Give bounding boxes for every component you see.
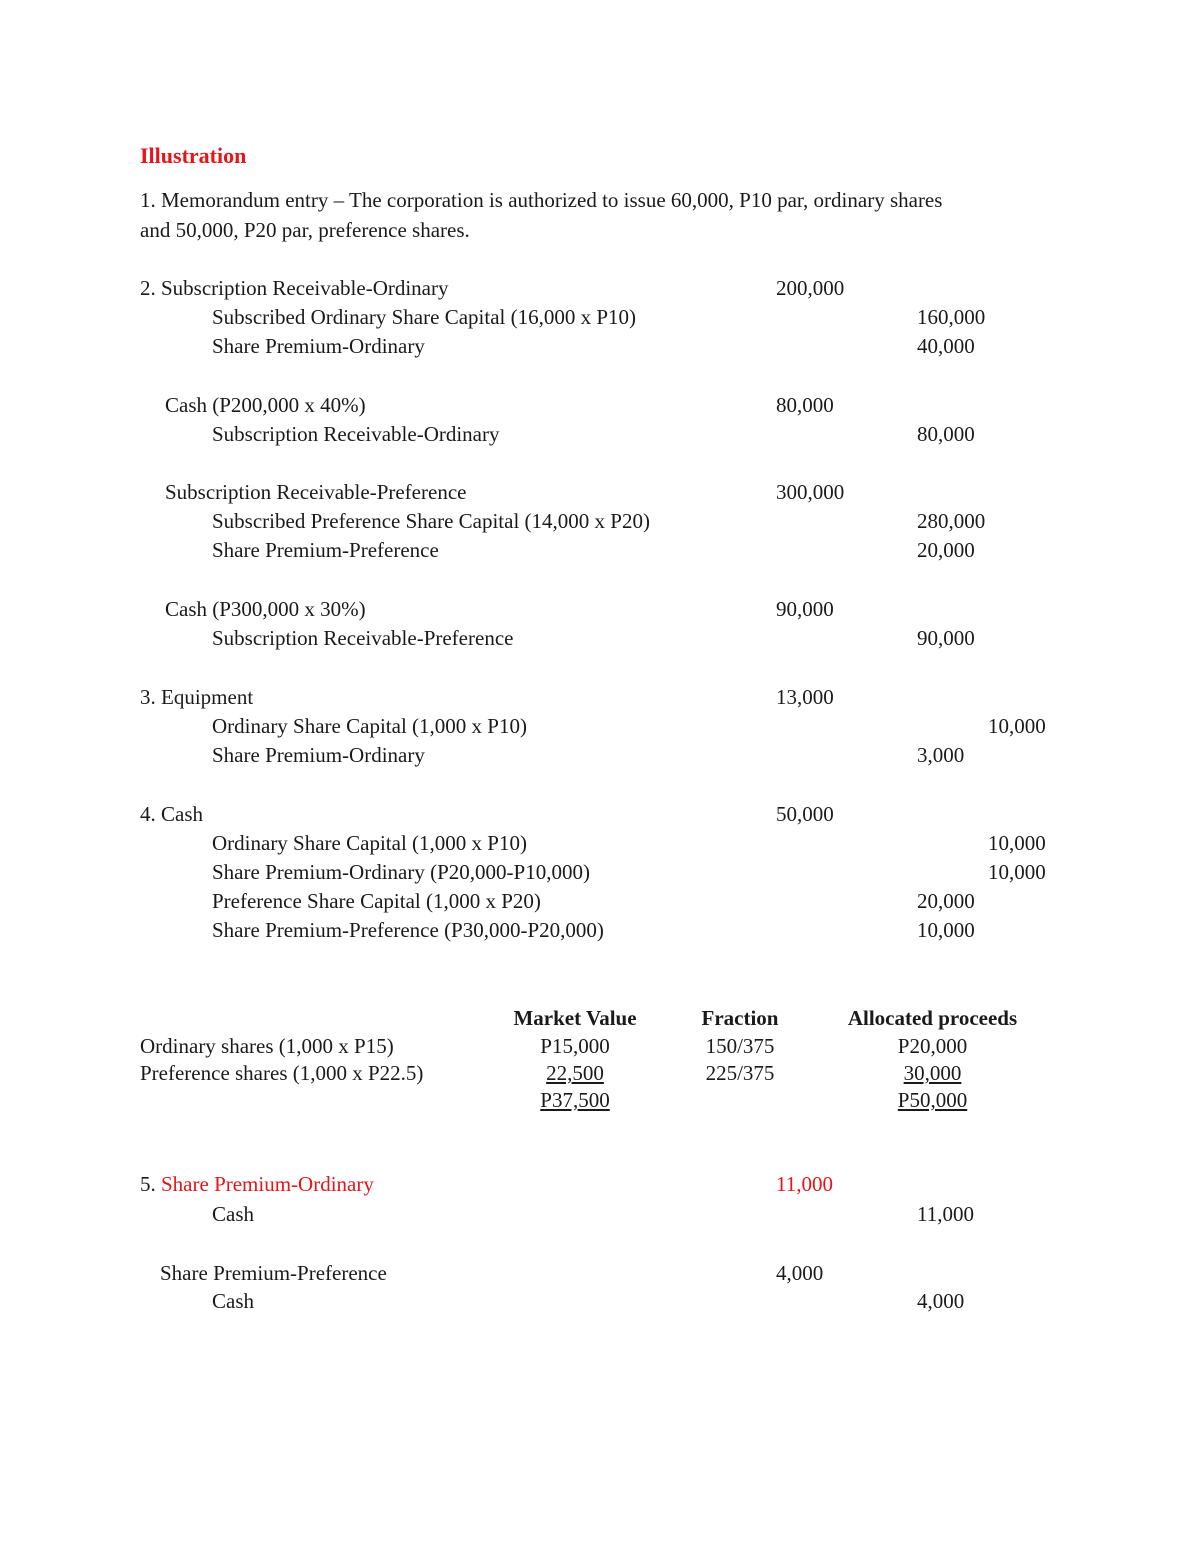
credit-amount: 160,000	[917, 305, 986, 329]
credit-amount: 11,000	[917, 1202, 974, 1226]
fraction-cell: 225/375	[705, 1061, 775, 1085]
entry-label: 4. Cash	[140, 802, 203, 826]
entry-label: Subscription Receivable-Ordinary	[212, 422, 500, 446]
entry-label: Preference Share Capital (1,000 x P20)	[212, 889, 541, 913]
entry-label: Share Premium-Preference (P30,000-P20,000)	[212, 918, 604, 942]
market-value-total: P37,500	[540, 1088, 610, 1112]
entry-label: Ordinary Share Capital (1,000 x P10)	[212, 831, 527, 855]
credit-amount: 4,000	[917, 1289, 965, 1313]
debit-amount: 90,000	[776, 597, 834, 621]
entry-label: Cash	[212, 1289, 254, 1313]
credit-amount: 280,000	[917, 509, 986, 533]
entry-label: Subscribed Ordinary Share Capital (16,000 x P10)	[212, 305, 637, 329]
entry-label: Share Premium-Preference	[160, 1261, 387, 1285]
credit-amount: 80,000	[917, 422, 975, 446]
entry-label: 3. Equipment	[140, 685, 254, 709]
credit-amount: 10,000	[988, 860, 1046, 884]
entry-number: 5.	[140, 1172, 161, 1196]
memorandum-line-1: 1. Memorandum entry – The corporation is authorized to issue 60,000, P10 par, ordinary shares	[140, 188, 943, 212]
credit-amount: 90,000	[917, 626, 975, 650]
debit-amount: 80,000	[776, 393, 834, 417]
allocation-row-label: Ordinary shares (1,000 x P15)	[140, 1034, 394, 1058]
debit-amount: 50,000	[776, 802, 834, 826]
debit-amount: 4,000	[776, 1261, 824, 1285]
credit-amount: 20,000	[917, 889, 975, 913]
credit-amount: 3,000	[917, 743, 965, 767]
page-title: Illustration	[140, 143, 247, 168]
entry-account: Share Premium-Ordinary	[161, 1172, 374, 1196]
credit-amount: 10,000	[988, 831, 1046, 855]
market-value-cell: 22,500	[546, 1061, 604, 1085]
header-allocated-proceeds: Allocated proceeds	[847, 1006, 1018, 1030]
credit-amount: 40,000	[917, 334, 975, 358]
allocated-cell: 30,000	[903, 1061, 962, 1085]
entry-label: Share Premium-Preference	[212, 538, 439, 562]
entry-label: Cash (P300,000 x 30%)	[165, 597, 366, 621]
memorandum-line-2: and 50,000, P20 par, preference shares.	[140, 218, 470, 242]
header-fraction: Fraction	[701, 1006, 779, 1030]
entry-label: Share Premium-Ordinary	[212, 334, 425, 358]
debit-amount: 13,000	[776, 685, 834, 709]
entry-label: Cash (P200,000 x 40%)	[165, 393, 366, 417]
entry-label: Ordinary Share Capital (1,000 x P10)	[212, 714, 527, 738]
allocated-total: P50,000	[897, 1088, 968, 1112]
entry-label: Cash	[212, 1202, 254, 1226]
credit-amount: 10,000	[917, 918, 975, 942]
entry-label: Subscription Receivable-Preference	[212, 626, 514, 650]
allocation-row-label: Preference shares (1,000 x P22.5)	[140, 1061, 424, 1085]
debit-amount: 300,000	[776, 480, 845, 504]
entry-label: Share Premium-Ordinary (P20,000-P10,000)	[212, 860, 590, 884]
entry-label: Share Premium-Ordinary	[212, 743, 425, 767]
market-value-cell: P15,000	[540, 1034, 610, 1058]
debit-amount: 200,000	[776, 276, 845, 300]
fraction-cell: 150/375	[705, 1034, 775, 1058]
entry-label: Subscription Receivable-Preference	[165, 480, 467, 504]
credit-amount: 20,000	[917, 538, 975, 562]
entry-label: 2. Subscription Receivable-Ordinary	[140, 276, 449, 300]
allocated-cell: P20,000	[897, 1034, 968, 1058]
header-market-value: Market Value	[513, 1006, 637, 1030]
credit-amount: 10,000	[988, 714, 1046, 738]
entry-label: Subscribed Preference Share Capital (14,000 x P20)	[212, 509, 650, 533]
debit-amount: 11,000	[776, 1172, 833, 1196]
entry-label	[140, 1171, 374, 1197]
